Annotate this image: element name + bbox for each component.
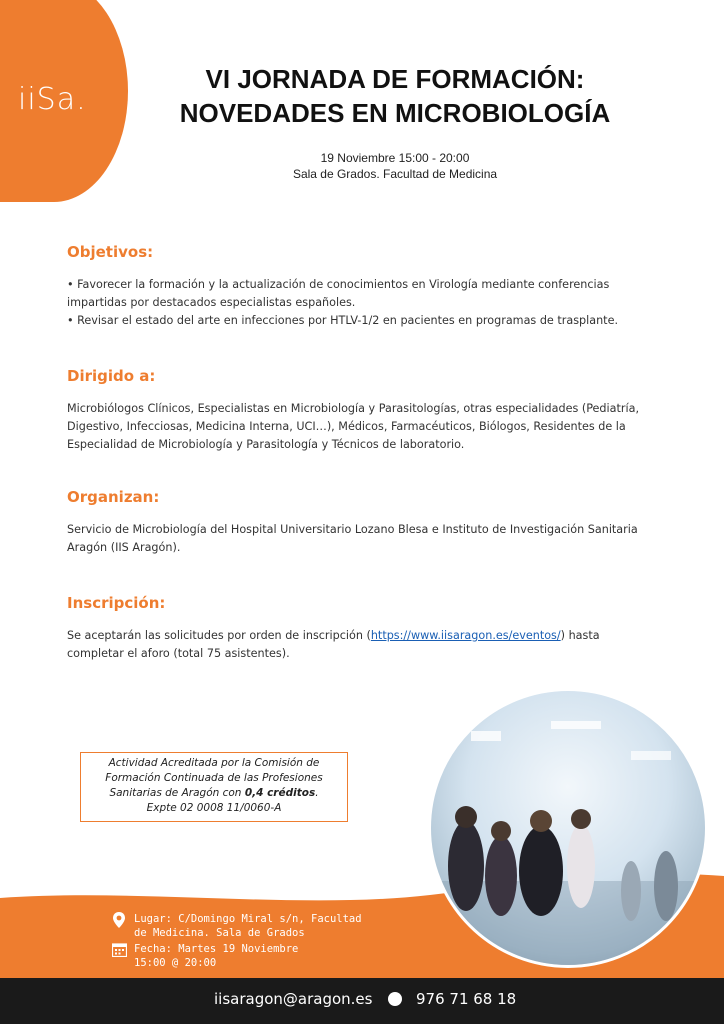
title-line-2: NOVEDADES EN MICROBIOLOGÍA xyxy=(179,98,611,128)
date-line-2: 15:00 @ 20:00 xyxy=(134,957,217,969)
objetivos-text xyxy=(67,276,652,330)
location-text xyxy=(134,912,362,940)
calendar-icon xyxy=(112,942,127,961)
objetivos-bullet-2: • Revisar el estado del arte en infecciones por HTLV-1/2 en pacientes en programas de trasplante. xyxy=(67,314,619,327)
events-link[interactable]: https://www.iisaragon.es/eventos/ xyxy=(370,629,561,642)
date-line-1: Fecha: Martes 19 Noviembre xyxy=(134,943,299,955)
objetivos-heading: Objetivos: xyxy=(67,243,154,261)
accreditation-line-1: Actividad Acreditada por la Comisión de xyxy=(108,757,320,769)
accreditation-line-3-end: . xyxy=(315,787,319,799)
accreditation-box xyxy=(80,752,348,822)
inscripcion-text-before: Se aceptarán las solicitudes por orden de inscripción ( xyxy=(67,629,371,642)
date-text xyxy=(134,942,298,970)
dirigido-text: Microbiólogos Clínicos, Especialistas en Microbiología y Parasitologías, otras especialidades (Pediatría, Digestivo, Infecciosas, Medicina Interna, UCI…), Médicos, Farmacéuticos, Biólogos, Residentes de la Especialidad de Microbiología y Parasitología y Técnicos de laboratorio. xyxy=(67,402,639,451)
objetivos-bullet-1: • Favorecer la formación y la actualización de conocimientos en Virología mediante conferencias impartidas por destacados especialistas españoles. xyxy=(67,278,610,309)
accreditation-credits: 0,4 créditos xyxy=(244,787,316,799)
venue: Sala de Grados. Facultad de Medicina xyxy=(292,167,498,181)
location-line-1: Lugar: C/Domingo Miral s/n, Facultad xyxy=(134,913,362,925)
footer-email[interactable]: iisaragon@aragon.es xyxy=(214,990,373,1008)
accreditation-line-2: Formación Continuada de las Profesiones xyxy=(105,772,323,784)
location-line-2: de Medicina. Sala de Grados xyxy=(134,927,305,939)
accreditation-line-4: Expte 02 0008 11/0060-A xyxy=(146,802,282,814)
logo: iiSa. xyxy=(18,82,87,117)
photo-illustration xyxy=(431,691,705,965)
inscripcion-text xyxy=(67,627,652,663)
location-pin-icon xyxy=(112,912,126,932)
inscripcion-text-after: ) hasta completar el aforo (total 75 asistentes). xyxy=(67,629,600,660)
dirigido-heading: Dirigido a: xyxy=(67,367,156,385)
page-title xyxy=(140,62,650,130)
footer-phone[interactable]: 976 71 68 18 xyxy=(416,990,517,1008)
accreditation-line-3 xyxy=(81,786,347,801)
separator-dot xyxy=(388,992,402,1006)
organizan-heading: Organizan: xyxy=(67,488,160,506)
title-line-1: VI JORNADA DE FORMACIÓN: xyxy=(205,64,585,94)
event-photo xyxy=(428,688,708,968)
date-time: 19 Noviembre 15:00 - 20:00 xyxy=(320,151,470,165)
inscripcion-heading: Inscripción: xyxy=(67,594,166,612)
organizan-text: Servicio de Microbiología del Hospital Universitario Lozano Blesa e Instituto de Investigación Sanitaria Aragón (IIS Aragón). xyxy=(67,523,638,554)
event-subinfo xyxy=(140,150,650,182)
accreditation-line-3-text: Sanitarias de Aragón con xyxy=(109,787,245,799)
